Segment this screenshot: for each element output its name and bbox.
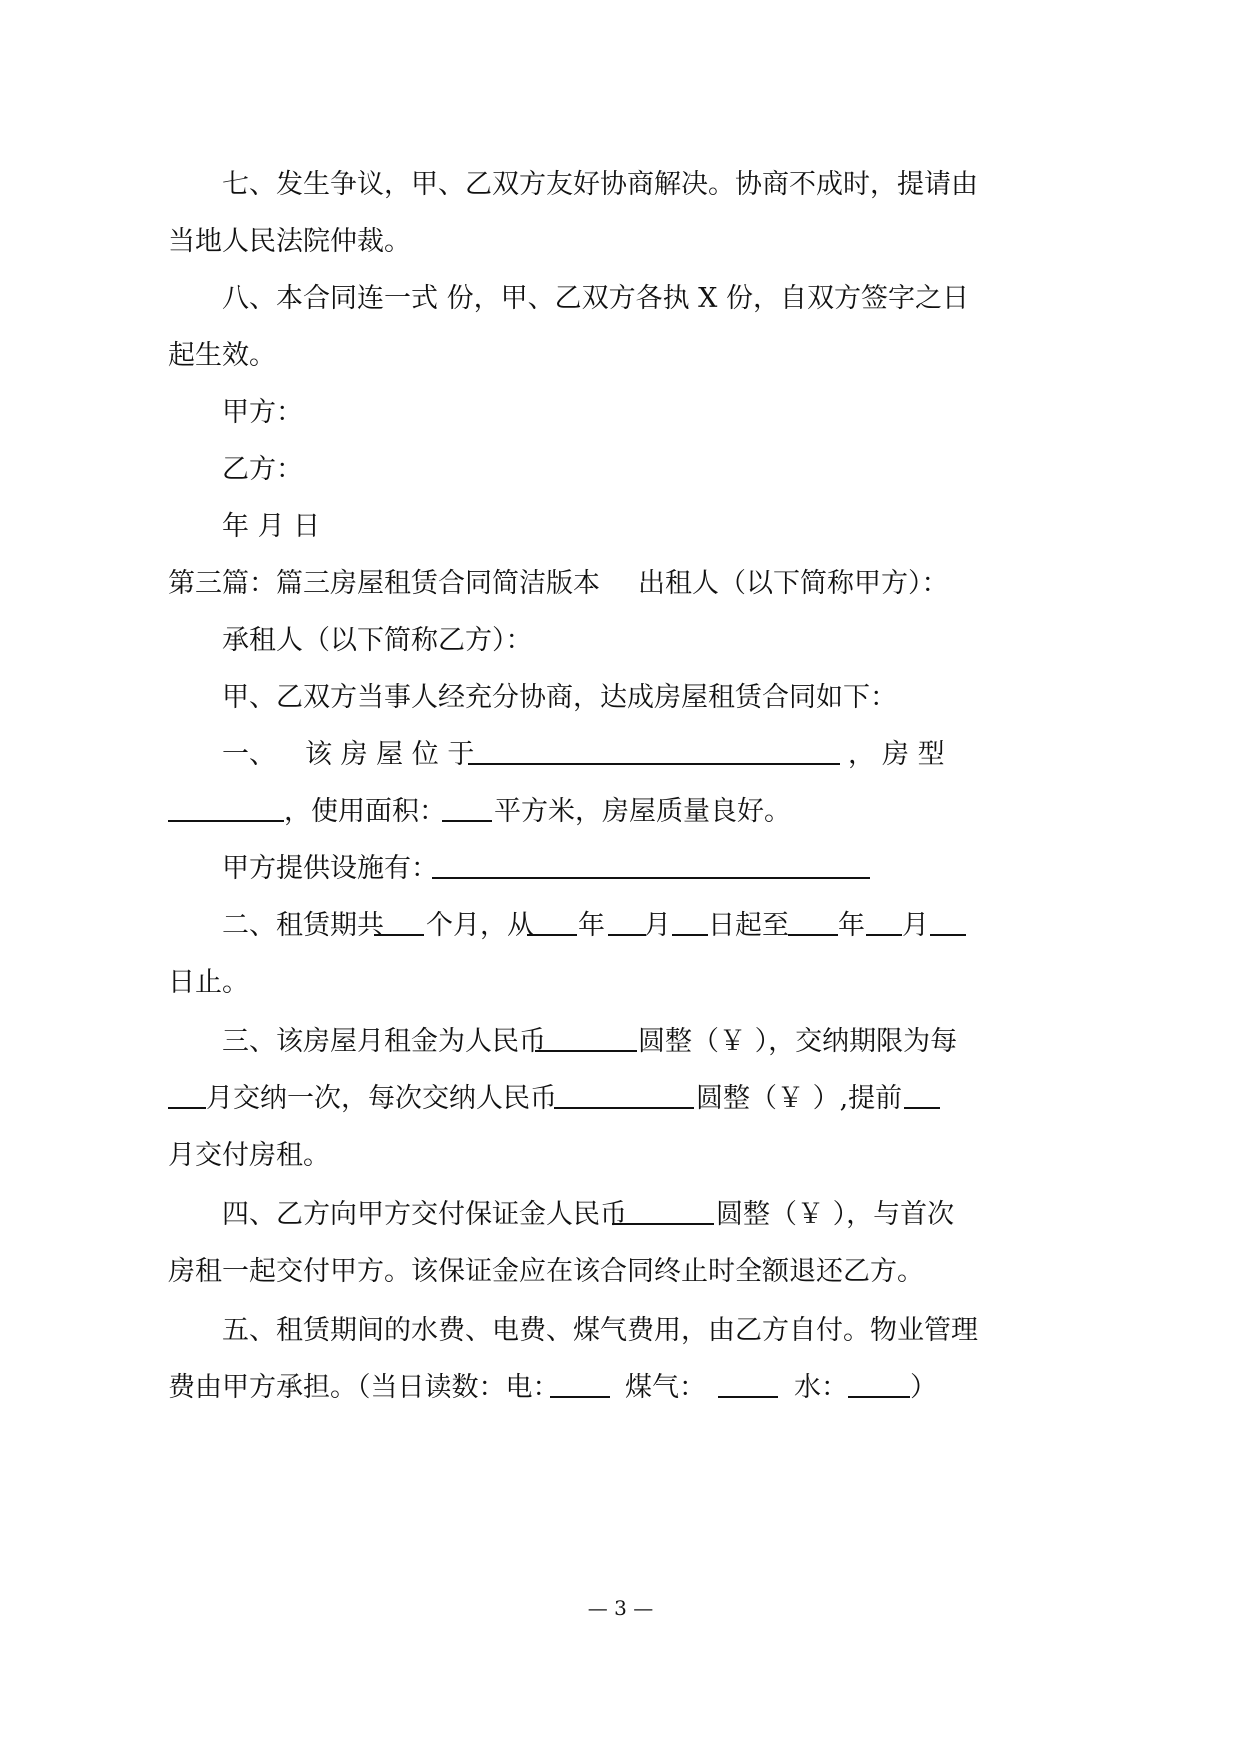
water-blank: [846, 1368, 912, 1408]
text-line: 圆整（￥ ）,提前: [696, 1083, 903, 1114]
text-line: ，使用面积：: [284, 796, 446, 827]
text-line: 五、租赁期间的水费、电费、煤气费用，由乙方自付。物业管理: [222, 1315, 978, 1346]
lessor-label: 出租人（以下简称甲方）：: [638, 568, 949, 599]
text-line: 当地人民法院仲裁。: [168, 226, 411, 257]
text-line: 四、乙方向甲方交付保证金人民币: [222, 1199, 627, 1230]
clause-1-number: 一、: [222, 739, 276, 770]
text-line: 月交付房租。: [168, 1140, 330, 1171]
section-title: 第三篇：篇三房屋租赁合同简洁版本: [168, 568, 600, 599]
text-line: 圆整（￥ ），交纳期限为每: [638, 1026, 958, 1057]
text-line: 月: [902, 910, 929, 941]
area-blank: [440, 792, 494, 832]
start-day-blank: [670, 906, 710, 946]
text-line: 年: [838, 910, 865, 941]
room-type-blank: [166, 792, 286, 832]
text-line: 水：: [794, 1372, 848, 1403]
facilities-label: 甲方提供设施有：: [222, 853, 438, 884]
text-line: 平方米，房屋质量良好。: [494, 796, 791, 827]
location-blank: [466, 735, 842, 775]
text-line: ，: [848, 739, 875, 770]
text-line: 起生效。: [168, 340, 276, 371]
months-blank: [372, 906, 426, 946]
clause-1-location-label: 该 房 屋 位 于: [305, 739, 475, 770]
payment-interval-blank: [166, 1079, 208, 1119]
end-day-blank: [928, 906, 968, 946]
text-line: 日起至: [708, 910, 789, 941]
text-line: 年: [578, 910, 605, 941]
text-line: 月交纳一次，每次交纳人民币: [206, 1083, 557, 1114]
deposit-blank: [610, 1195, 716, 1235]
text-line: ）: [910, 1372, 937, 1403]
payment-amount-blank: [552, 1079, 696, 1119]
start-month-blank: [606, 906, 648, 946]
text-line: 日止。: [168, 967, 249, 998]
page-number: — 3 —: [587, 1596, 654, 1620]
gas-blank: [716, 1368, 780, 1408]
room-type-label: 房 型: [882, 739, 945, 770]
party-a-label: 甲方：: [222, 397, 303, 428]
text-line: 八、本合同连一式 份，甲、乙双方各执 X 份，自双方签字之日: [222, 283, 969, 314]
end-month-blank: [864, 906, 904, 946]
start-year-blank: [525, 906, 579, 946]
text-line: 煤气：: [625, 1372, 706, 1403]
end-year-blank: [786, 906, 840, 946]
party-b-label: 乙方：: [222, 454, 303, 485]
advance-blank: [902, 1079, 942, 1119]
text-line: 月: [644, 910, 671, 941]
text-line: 个月，从: [426, 910, 534, 941]
text-line: 三、该房屋月租金为人民币: [222, 1026, 546, 1057]
text-line: 房租一起交付甲方。该保证金应在该合同终止时全额退还乙方。: [168, 1256, 924, 1287]
text-line: 七、发生争议，甲、乙双方友好协商解决。协商不成时，提请由: [222, 169, 978, 200]
text-line: 圆整（￥ ），与首次: [716, 1199, 955, 1230]
date-label: 年 月 日: [222, 511, 321, 542]
lessee-label: 承租人（以下简称乙方）：: [222, 625, 533, 656]
text-line: 二、租赁期共: [222, 910, 384, 941]
electricity-blank: [548, 1368, 612, 1408]
monthly-rent-blank: [533, 1022, 639, 1062]
text-line: 费由甲方承担。（当日读数：电：: [168, 1372, 560, 1403]
facilities-blank: [430, 849, 872, 889]
text-line: 甲、乙双方当事人经充分协商，达成房屋租赁合同如下：: [222, 682, 897, 713]
